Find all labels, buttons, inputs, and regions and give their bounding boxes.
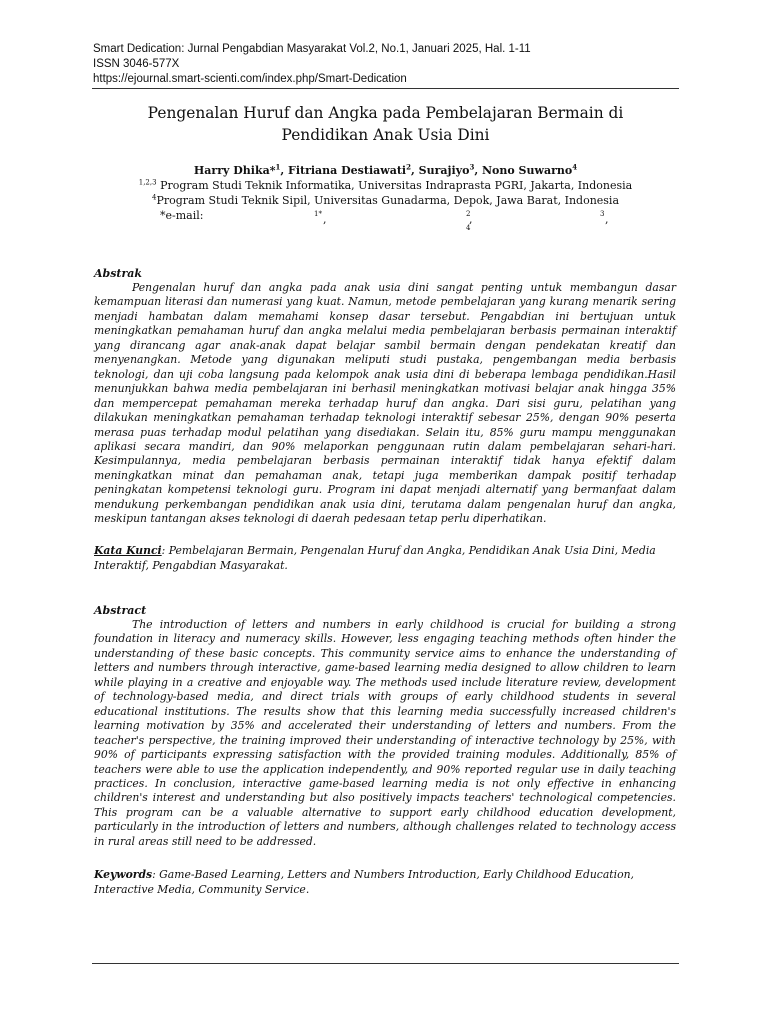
- paper-title: [92, 102, 679, 146]
- author-1: Harry Dhika*: [193, 164, 276, 177]
- journal-citation: Smart Dedication: Jurnal Pengabdian Masyarakat Vol.2, No.1, Januari 2025, Hal. 1-11: [93, 43, 531, 55]
- abstract-body: The introduction of letters and numbers in early childhood is crucial for building a strong foundation in literacy and numeracy skills. However, less engaging teaching methods often hinder the understanding of these basic concepts. This community service aims to enhance the understanding of letters and numbers through interactive, game-based learning media designed to allow children to learn while playing in a creative and enjoyable way. The methods used include literature review, development of technology-based media, and direct trials with groups of early childhood students in several educational institutions. The results show that this learning media successfully increased children's learning motivation by 35% and accelerated their understanding of letters and numbers. From the teacher's perspective, the training improved their understanding of interactive technology by 25%, with 90% of participants expressing satisfaction with the provided training modules. Additionally, 85% of teachers were able to use the application independently, and 90% reported regular use in daily teaching practices. In conclusion, interactive game-based learning media is not only effective in enhancing children's interest and understanding but also positively impacts teachers' technological competencies. This program can be a valuable alternative to support early childhood education development, particularly in the introduction of letters and numbers, although challenges related to technology access in rural areas still need to be addressed.: [94, 618, 676, 848]
- affiliation-1: [92, 179, 679, 193]
- journal-header: [93, 42, 683, 87]
- email-sup-1: 1*: [314, 210, 322, 218]
- affiliation-1-sup: 1,2,3: [138, 178, 157, 187]
- journal-issn: ISSN 3046-577X: [93, 58, 180, 70]
- abstract-heading: Abstract: [94, 604, 147, 617]
- email-sup-2: 2: [466, 210, 471, 218]
- author-4: Nono Suwarno: [481, 164, 573, 177]
- author-1-sup: 1: [275, 162, 281, 172]
- author-list: [92, 163, 679, 178]
- affiliation-2: [92, 194, 679, 208]
- email-sep-1: ,: [323, 213, 327, 226]
- email-sup-3: 3: [600, 210, 605, 218]
- author-sep: ,: [411, 164, 419, 177]
- kata-kunci-label: Kata Kunci: [94, 544, 162, 557]
- author-4-sup: 4: [572, 162, 578, 172]
- author-2: Fitriana Destiawati: [288, 164, 407, 177]
- header-divider: [92, 88, 679, 89]
- affiliation-2-text: Program Studi Teknik Sipil, Universitas Gunadarma, Depok, Jawa Barat, Indonesia: [156, 194, 620, 207]
- email-sep-3: ,: [605, 213, 609, 226]
- keywords-text: : Game-Based Learning, Letters and Numbers Introduction, Early Childhood Education, Interactive Media, Community Service.: [94, 868, 634, 896]
- abstrak-body: Pengenalan huruf dan angka pada anak usia dini sangat penting untuk membangun dasar kemampuan literasi dan numerasi yang kuat. Namun, metode pembelajaran yang kurang menarik sering menjadi hambatan dalam memahami konsep dasar tersebut. Pengabdian ini bertujuan untuk meningkatkan pemahaman huruf dan angka melalui media pembelajaran berbasis permainan interaktif yang dirancang agar anak-anak dapat belajar sambil bermain dengan pendekatan kreatif dan menyenangkan. Metode yang digunakan meliputi studi pustaka, pengembangan media berbasis teknologi, dan uji coba langsung pada kelompok anak usia dini di beberapa lembaga pendidikan.Hasil menunjukkan bahwa media pembelajaran ini berhasil meningkatkan motivasi belajar anak hingga 35% dan mempercepat pemahaman mereka terhadap huruf dan angka. Dari sisi guru, pelatihan yang dilakukan meningkatkan pemahaman terhadap teknologi interaktif sebesar 25%, dengan 90% peserta merasa puas terhadap modul pelatihan yang disediakan. Selain itu, 85% guru mampu menggunakan aplikasi secara mandiri, dan 90% melaporkan penggunaan rutin dalam pembelajaran sehari-hari. Kesimpulannya, media pembelajaran berbasis permainan interaktif tidak hanya efektif dalam meningkatkan minat dan pemahaman anak, tetapi juga memberikan dampak positif terhadap peningkatan kompetensi teknologi guru. Program ini dapat menjadi alternatif yang bermanfaat dalam mendukung perkembangan pendidikan anak usia dini, terutama dalam pengenalan huruf dan angka, meskipun tantangan akses teknologi di daerah pedesaan tetap perlu diperhatikan.: [94, 281, 676, 526]
- author-2-sup: 2: [406, 162, 411, 172]
- author-3: Surajiyo: [418, 164, 470, 177]
- author-3-sup: 3: [469, 162, 475, 172]
- footer-divider: [92, 963, 679, 964]
- affiliation-1-text: Program Studi Teknik Informatika, Universitas Indraprasta PGRI, Jakarta, Indonesia: [160, 179, 633, 192]
- title-line-2: Pendidikan Anak Usia Dini: [281, 126, 490, 144]
- author-sep: ,: [474, 164, 482, 177]
- kata-kunci: [94, 544, 676, 573]
- journal-url[interactable]: https://ejournal.smart-scienti.com/index.php/Smart-Dedication: [93, 73, 407, 85]
- affiliation-2-sup: 4: [151, 193, 157, 202]
- email-sup-4: 4: [466, 224, 471, 232]
- keywords-label: Keywords: [94, 868, 153, 881]
- email-sep-2: ,: [469, 213, 473, 226]
- abstrak-heading: Abstrak: [94, 267, 143, 280]
- keywords: [94, 868, 676, 897]
- title-line-1: Pengenalan Huruf dan Angka pada Pembelajaran Bermain di: [147, 104, 624, 122]
- kata-kunci-text: : Pembelajaran Bermain, Pengenalan Huruf dan Angka, Pendidikan Anak Usia Dini, Media Interaktif, Pengabdian Masyarakat.: [94, 544, 656, 572]
- email-label: *e-mail:: [160, 209, 204, 222]
- author-sep: ,: [280, 164, 289, 177]
